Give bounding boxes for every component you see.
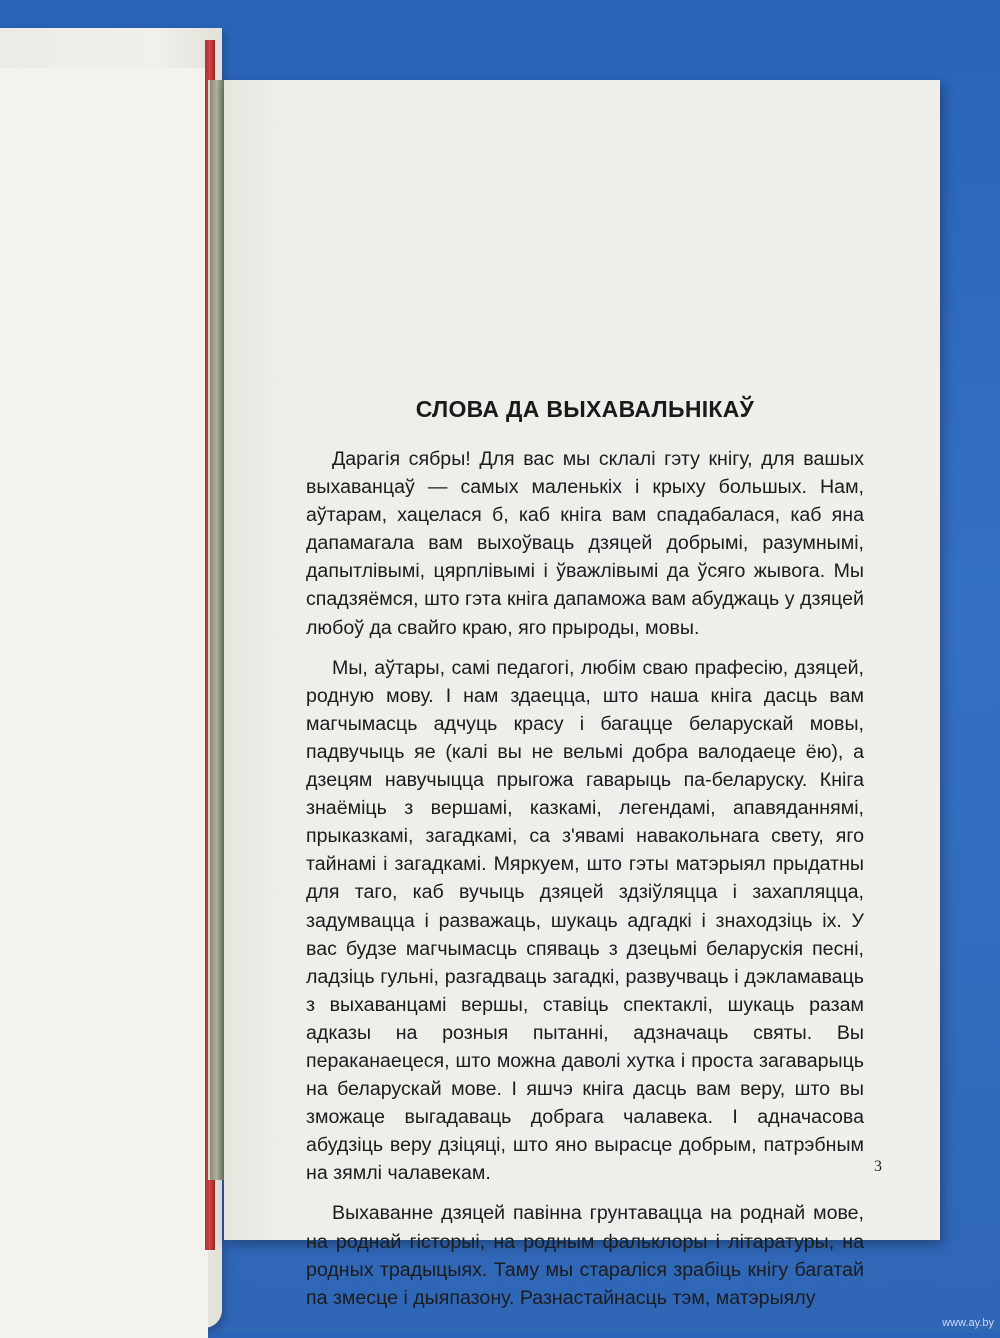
watermark: www.ay.by [942,1317,994,1329]
page-text [306,396,864,1324]
paragraph-3: Выхаванне дзяцей павінна грунтавацца на роднай мове, на роднай гісторыі, на родным фальклоры і літаратуры, на родных традыцыях. Таму мы стараліся зрабіць кнігу багатай па змесце і дыяпазону. Разнастайнасць тэм, матэрыялу [306,1202,864,1309]
page-heading: СЛОВА ДА ВЫХАВАЛЬНІКАЎ [415,396,755,422]
paragraph-2: Мы, аўтары, самі педагогі, любім сваю прафесію, дзяцей, родную мову. І нам здаецца, што наша кніга дасць вам магчымасць адчуць красу і багацце беларускай мовы, падвучыць яе (калі вы не вельмі добра валодаеце ёю), а дзецям навучыцца прыгожа гаварыць па-беларуску. Кніга знаёміць з вершамі, казкамі, легендамі, апавяданнямі, прыказкамі, загадкамі, са з'явамі навакольнага свету, яго тайнамі і загадкамі. Мяркуем, што гэты матэрыял прыдатны для таго, каб вучыць дзяцей здзіўляцца і захапляцца, задумвацца і разважаць, шукаць адгадкі і знаходзіць іх. У вас будзе магчымасць спяваць з дзецьмі беларускія песні, ладзіць гульні, разгадваць загадкі, развучваць і дэкламаваць з выхаванцамі вершы, ставіць спектаклі, шукаць разам адказы на розныя пытанні, адзначаць святы. Вы пераканаецеся, што можна даволі хутка і проста загаварыць на беларускай мове. І яшчэ кніга дасць вам веру, што вы зможаце выгадаваць добрага чалавека. І адначасова абудзіць веру дзіцяці, што яно вырасце добрым, патрэбным на зямлі чалавекам. [306,656,864,1185]
right-page [224,80,940,1309]
paragraph-1: Дарагія сябры! Для вас мы склалі гэту кнігу, для вашых выхаванцаў — самых маленькіх і крыху большых. Нам, аўтарам, хацелася б, каб кніга вам спадабалася, каб яна дапамагала вам выхоўваць дзяцей добрымі, разумнымі, дапытлівымі, цярплівымі і ўважлівымі да ўсяго жывога. Мы спадзяёмся, што гэта кніга дапаможа вам абуджаць у дзяцей любоў да свайго краю, яго прыроды, мовы. [306,448,864,639]
left-page [0,28,222,1328]
left-page-surface [0,68,208,1338]
page-number: 3 [874,1158,882,1175]
